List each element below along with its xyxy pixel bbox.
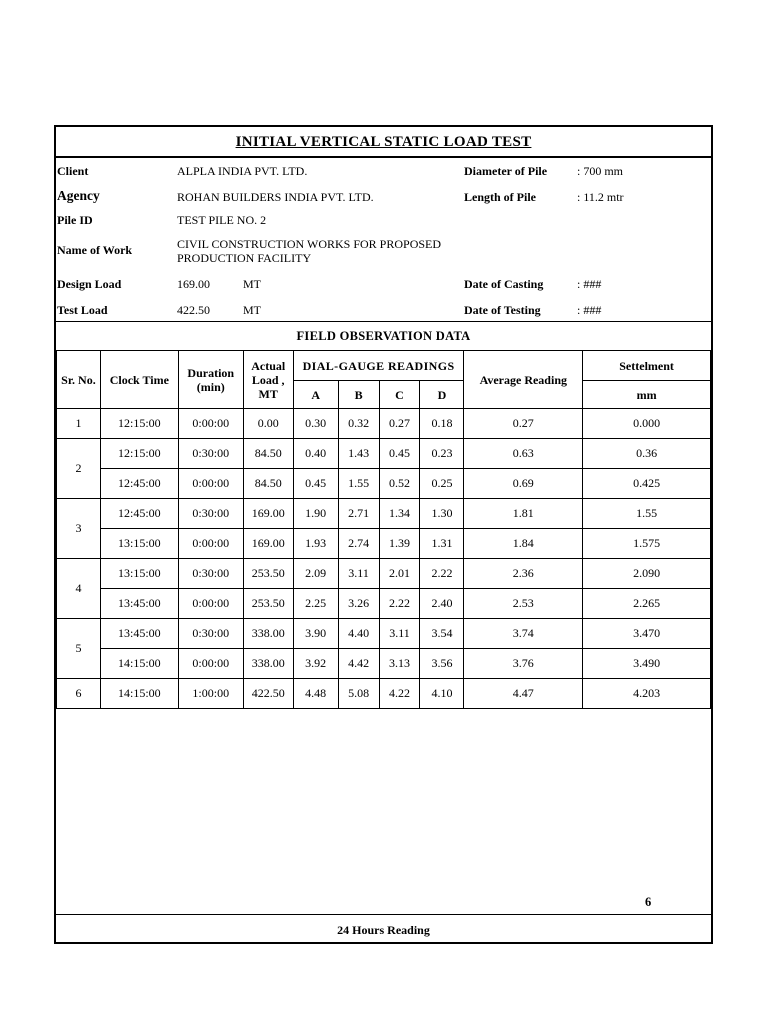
observation-table <box>56 350 711 709</box>
cell-b: 1.43 <box>338 439 379 469</box>
cell-time: 13:15:00 <box>100 529 178 559</box>
testing-label: Date of Testing <box>464 303 541 317</box>
observation-rows <box>57 409 711 709</box>
header-duration <box>178 351 243 409</box>
cell-c: 0.45 <box>379 439 420 469</box>
cell-time: 13:45:00 <box>100 619 178 649</box>
cell-c: 1.34 <box>379 499 420 529</box>
pile-id-value: TEST PILE NO. 2 <box>177 213 267 227</box>
cell-time: 12:15:00 <box>100 439 178 469</box>
cell-sr-no: 2 <box>57 439 101 499</box>
cell-load: 84.50 <box>243 439 293 469</box>
cell-a: 1.93 <box>293 529 338 559</box>
header-duration-line1: Duration <box>187 365 235 380</box>
load-test-sheet <box>54 125 713 944</box>
header-duration-line2: (min) <box>196 379 225 394</box>
cell-time: 13:45:00 <box>100 589 178 619</box>
cell-settlement: 0.000 <box>583 409 711 439</box>
table-row <box>57 589 711 619</box>
testing-value: : ### <box>577 303 602 317</box>
table-row <box>57 619 711 649</box>
table-row <box>57 439 711 469</box>
pile-id-label: Pile ID <box>57 213 93 227</box>
cell-avg: 3.76 <box>464 649 583 679</box>
header-c: C <box>379 381 420 409</box>
design-load-value: 169.00 <box>177 277 210 291</box>
cell-a: 0.45 <box>293 469 338 499</box>
cell-avg: 1.81 <box>464 499 583 529</box>
cell-load: 0.00 <box>243 409 293 439</box>
cell-avg: 2.36 <box>464 559 583 589</box>
cell-a: 0.30 <box>293 409 338 439</box>
page-title: INITIAL VERTICAL STATIC LOAD TEST <box>56 127 711 158</box>
table-row <box>57 409 711 439</box>
cell-duration: 0:30:00 <box>178 439 243 469</box>
cell-c: 4.22 <box>379 679 420 709</box>
cell-d: 3.56 <box>420 649 464 679</box>
cell-duration: 0:00:00 <box>178 649 243 679</box>
cell-avg: 0.63 <box>464 439 583 469</box>
cell-duration: 0:00:00 <box>178 589 243 619</box>
cell-d: 1.31 <box>420 529 464 559</box>
header-load-line2: Load , <box>251 372 285 387</box>
cell-d: 0.18 <box>420 409 464 439</box>
cell-c: 1.39 <box>379 529 420 559</box>
cell-b: 0.32 <box>338 409 379 439</box>
cell-duration: 0:30:00 <box>178 559 243 589</box>
cell-b: 4.42 <box>338 649 379 679</box>
header-dial-gauge: DIAL-GAUGE READINGS <box>293 351 464 381</box>
length-value: : 11.2 mtr <box>577 190 624 204</box>
cell-time: 12:45:00 <box>100 499 178 529</box>
cell-sr-no: 1 <box>57 409 101 439</box>
header-b: B <box>338 381 379 409</box>
cell-a: 3.92 <box>293 649 338 679</box>
table-row <box>57 529 711 559</box>
cell-sr-no: 3 <box>57 499 101 559</box>
cell-load: 169.00 <box>243 529 293 559</box>
cell-time: 14:15:00 <box>100 649 178 679</box>
header-average: Average Reading <box>464 351 583 409</box>
cell-avg: 0.27 <box>464 409 583 439</box>
cell-d: 1.30 <box>420 499 464 529</box>
cell-a: 2.25 <box>293 589 338 619</box>
cell-d: 2.40 <box>420 589 464 619</box>
cell-a: 3.90 <box>293 619 338 649</box>
header-a: A <box>293 381 338 409</box>
cell-load: 253.50 <box>243 589 293 619</box>
header-load-line1: Actual <box>251 358 286 373</box>
diameter-label: Diameter of Pile <box>464 164 548 178</box>
cell-load: 169.00 <box>243 499 293 529</box>
cell-sr-no: 5 <box>57 619 101 679</box>
cell-d: 0.25 <box>420 469 464 499</box>
section-title: FIELD OBSERVATION DATA <box>296 329 471 343</box>
cell-settlement: 3.470 <box>583 619 711 649</box>
cell-settlement: 4.203 <box>583 679 711 709</box>
cell-settlement: 3.490 <box>583 649 711 679</box>
casting-label: Date of Casting <box>464 277 544 291</box>
client-label: Client <box>57 164 89 178</box>
header-settlement: Settelment <box>583 351 711 381</box>
header-sr-no: Sr. No. <box>57 351 101 409</box>
cell-b: 3.26 <box>338 589 379 619</box>
cell-d: 4.10 <box>420 679 464 709</box>
cell-b: 1.55 <box>338 469 379 499</box>
table-row <box>57 559 711 589</box>
cell-c: 0.52 <box>379 469 420 499</box>
cell-duration: 0:30:00 <box>178 619 243 649</box>
cell-b: 2.71 <box>338 499 379 529</box>
cell-c: 3.13 <box>379 649 420 679</box>
cell-b: 3.11 <box>338 559 379 589</box>
cell-avg: 0.69 <box>464 469 583 499</box>
cell-load: 338.00 <box>243 649 293 679</box>
header-load-line3: MT <box>258 386 278 401</box>
agency-value: ROHAN BUILDERS INDIA PVT. LTD. <box>177 190 374 204</box>
cell-b: 4.40 <box>338 619 379 649</box>
cell-a: 2.09 <box>293 559 338 589</box>
test-load-label: Test Load <box>57 303 108 317</box>
cell-sr-no: 6 <box>57 679 101 709</box>
cell-time: 14:15:00 <box>100 679 178 709</box>
cell-settlement: 2.090 <box>583 559 711 589</box>
cell-settlement: 0.36 <box>583 439 711 469</box>
cell-sr-no: 4 <box>57 559 101 619</box>
test-load-value: 422.50 <box>177 303 210 317</box>
cell-settlement: 1.575 <box>583 529 711 559</box>
cell-time: 12:15:00 <box>100 409 178 439</box>
cell-settlement: 2.265 <box>583 589 711 619</box>
work-value-line1: CIVIL CONSTRUCTION WORKS FOR PROPOSED <box>177 237 442 251</box>
header-d: D <box>420 381 464 409</box>
client-value: ALPLA INDIA PVT. LTD. <box>177 164 308 178</box>
cell-a: 0.40 <box>293 439 338 469</box>
cell-duration: 0:30:00 <box>178 499 243 529</box>
casting-value: : ### <box>577 277 602 291</box>
cell-load: 253.50 <box>243 559 293 589</box>
cell-a: 1.90 <box>293 499 338 529</box>
page-number: 6 <box>645 895 652 909</box>
cell-avg: 3.74 <box>464 619 583 649</box>
cell-c: 3.11 <box>379 619 420 649</box>
cell-a: 4.48 <box>293 679 338 709</box>
length-label: Length of Pile <box>464 190 536 204</box>
cell-b: 2.74 <box>338 529 379 559</box>
cell-time: 13:15:00 <box>100 559 178 589</box>
table-row <box>57 649 711 679</box>
header-clock-time: Clock Time <box>100 351 178 409</box>
design-load-unit: MT <box>243 277 261 291</box>
cell-avg: 4.47 <box>464 679 583 709</box>
footer-note: 24 Hours Reading <box>56 914 711 945</box>
cell-avg: 2.53 <box>464 589 583 619</box>
cell-duration: 0:00:00 <box>178 409 243 439</box>
agency-label: Agency <box>57 188 100 203</box>
design-load-label: Design Load <box>57 277 122 291</box>
cell-duration: 1:00:00 <box>178 679 243 709</box>
table-row <box>57 499 711 529</box>
work-value-line2: PRODUCTION FACILITY <box>177 251 312 265</box>
test-load-unit: MT <box>243 303 261 317</box>
cell-load: 338.00 <box>243 619 293 649</box>
cell-d: 3.54 <box>420 619 464 649</box>
header-load <box>243 351 293 409</box>
work-label: Name of Work <box>57 243 133 257</box>
cell-d: 2.22 <box>420 559 464 589</box>
table-row <box>57 469 711 499</box>
cell-duration: 0:00:00 <box>178 469 243 499</box>
cell-time: 12:45:00 <box>100 469 178 499</box>
cell-c: 2.01 <box>379 559 420 589</box>
cell-load: 84.50 <box>243 469 293 499</box>
cell-c: 2.22 <box>379 589 420 619</box>
header-settlement-unit: mm <box>583 381 711 409</box>
cell-load: 422.50 <box>243 679 293 709</box>
cell-c: 0.27 <box>379 409 420 439</box>
cell-avg: 1.84 <box>464 529 583 559</box>
cell-duration: 0:00:00 <box>178 529 243 559</box>
cell-b: 5.08 <box>338 679 379 709</box>
diameter-value: : 700 mm <box>577 164 624 178</box>
cell-settlement: 1.55 <box>583 499 711 529</box>
cell-settlement: 0.425 <box>583 469 711 499</box>
table-row <box>57 679 711 709</box>
cell-d: 0.23 <box>420 439 464 469</box>
